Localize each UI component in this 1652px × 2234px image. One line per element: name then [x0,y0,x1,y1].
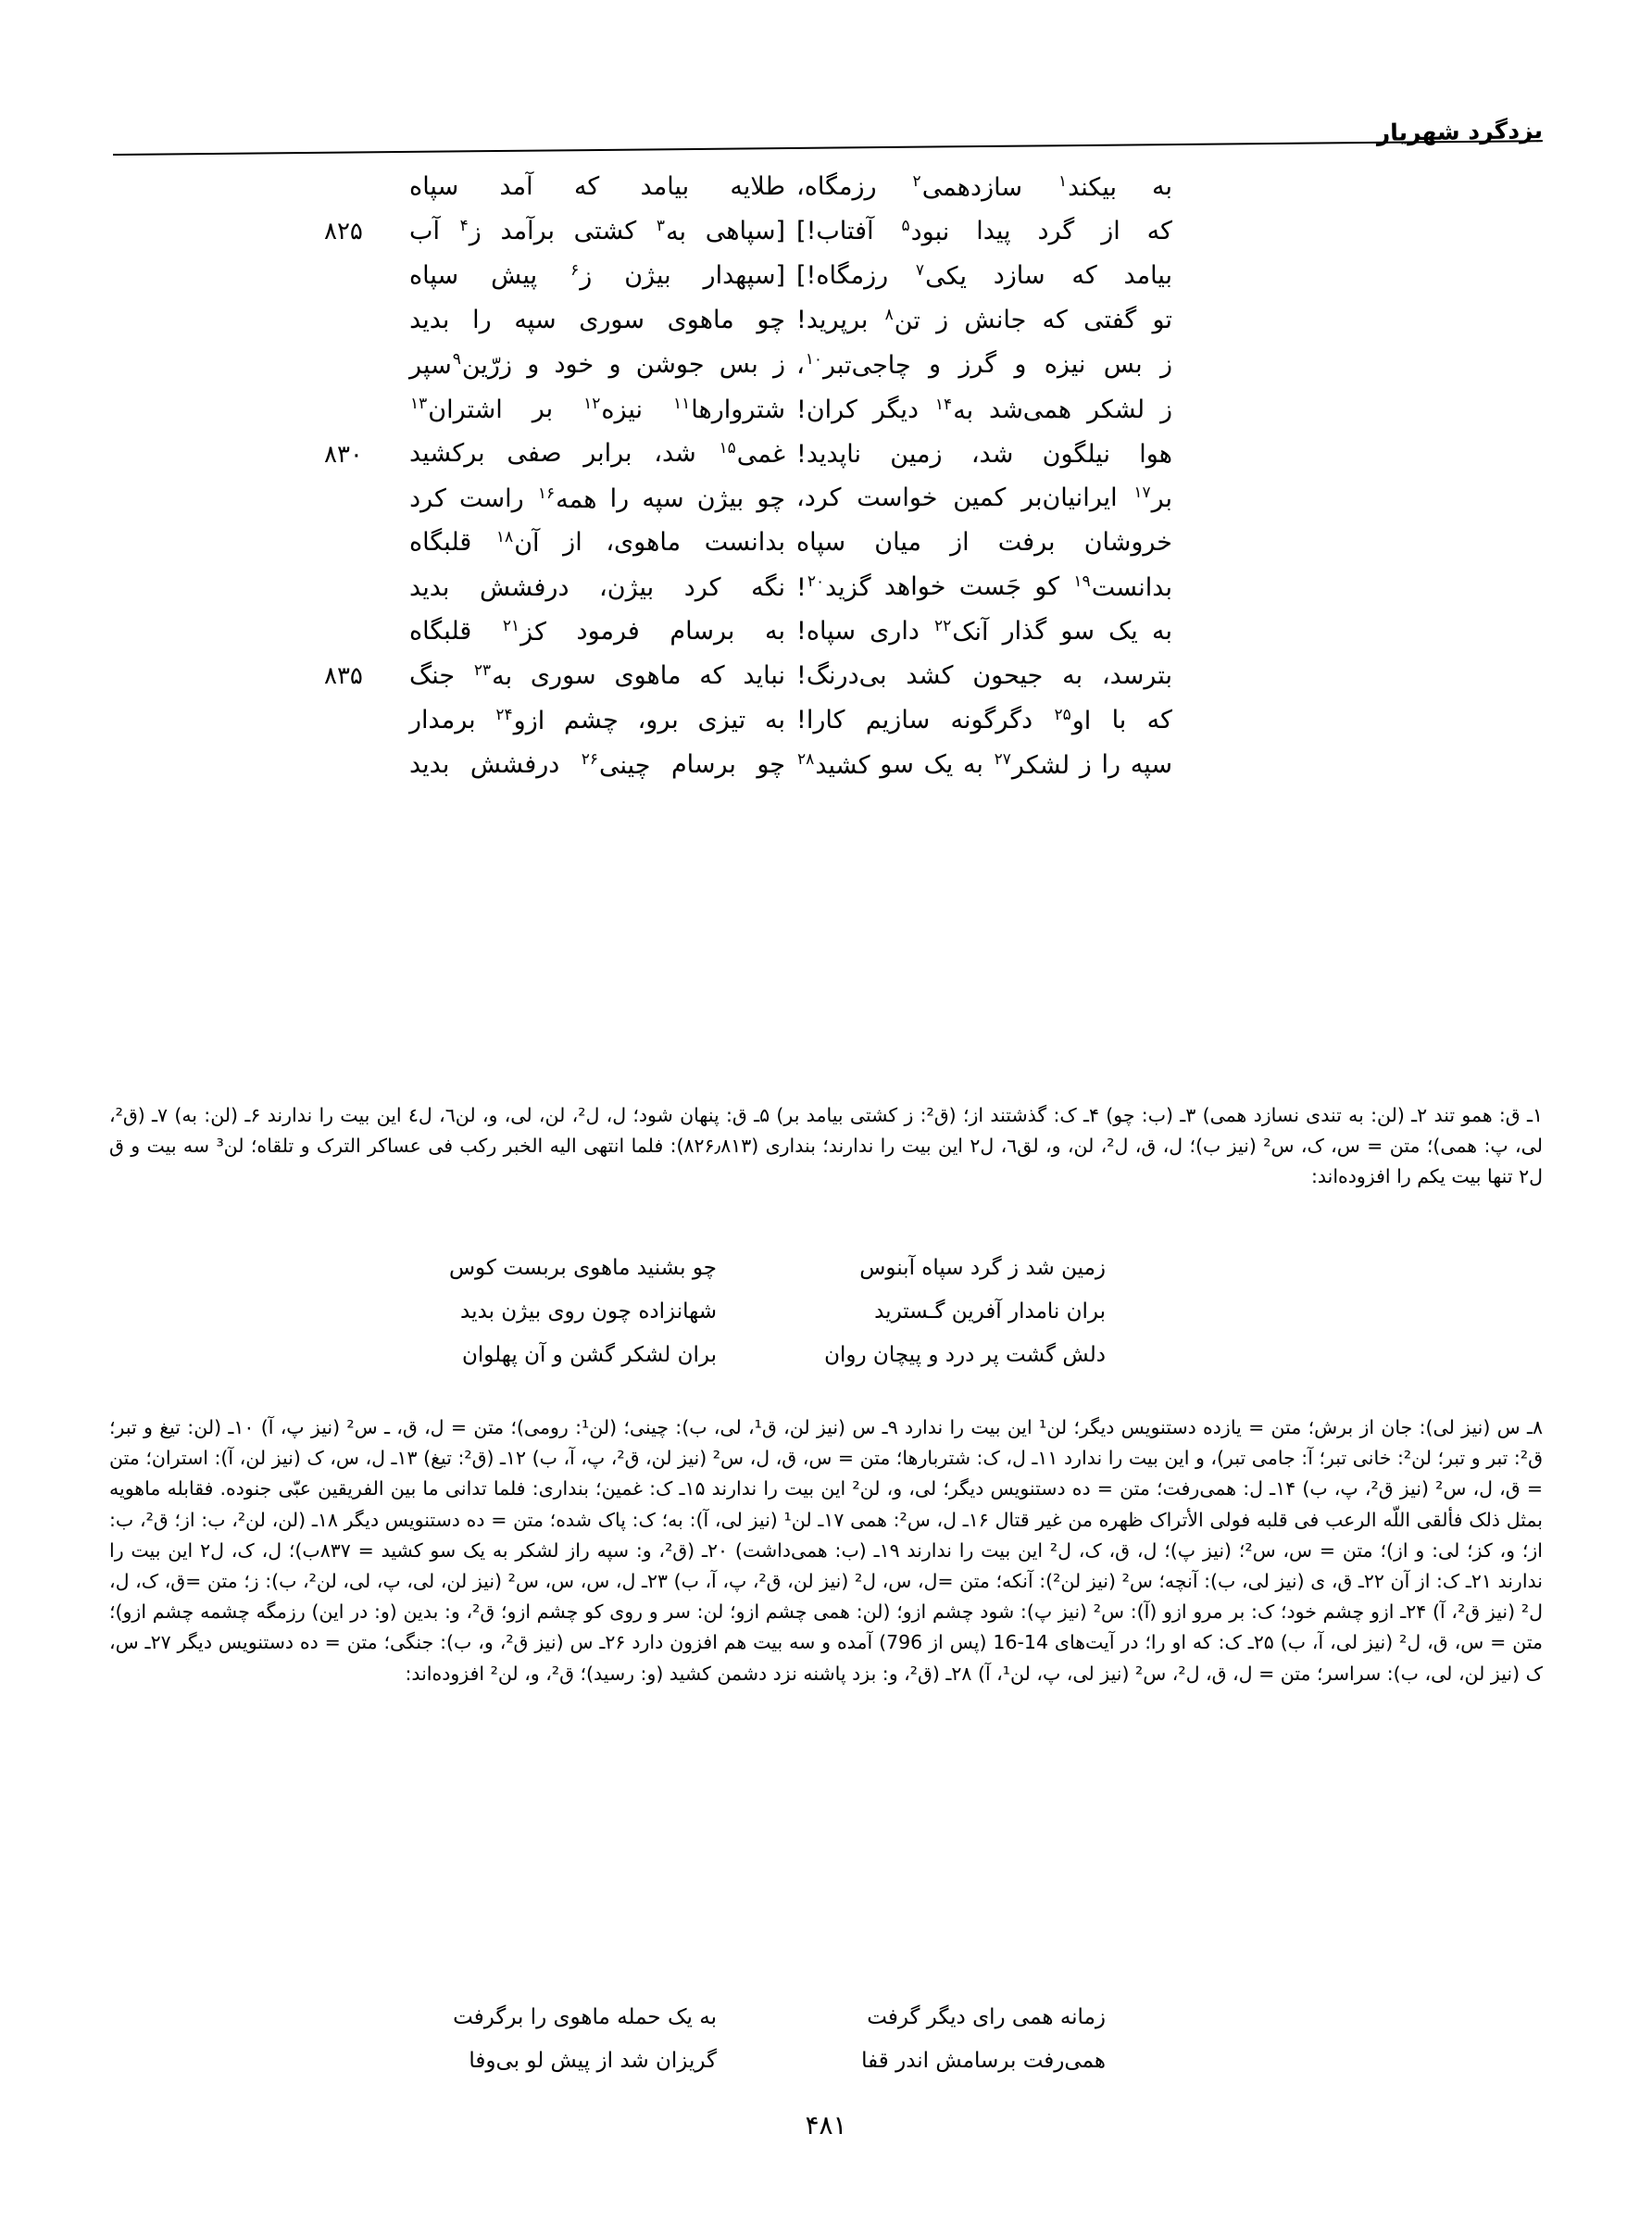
hemistich-right: به برسام فرمود کز$^{۲۱}$ قلبگاه [409,617,785,646]
apparatus-text: ۱ـ ق: همو تند ۲ـ (لن: به تندی نسازد همی) ۳ـ (ب: چو) ۴ـ ک: گذشتند از؛ (ق²: ز کشتی بیامد بر) ۵ـ ق: پنهان شود؛ ل، ل²، لن، لی، و، لن٦، ل٤ این بیت را ندارند ۶ـ (لن: به) ۷ـ (ق²، لی، پ: همی)؛ متن = س، ک، س² (نیز ب)؛ ل، ق، ل²، لن، و، لق٦، ل٢ این بیت را ندارند؛ بنداری (۸۲۶٫۸۱۳): فلما انتهی الیه الخبر رکب فی عساکر الترک و تلقاه؛ لن³ سه بیت و ق ل٢ تنها بیت یکم را افزوده‌اند: [109,1104,1544,1188]
quoted-hemistich-right: چو بشنید ماهوی بربست کوس [448,1256,717,1280]
quoted-verse-row [300,1343,1133,1387]
verse-number: ۸۲۵ [324,218,363,245]
hemistich-right: چو بیژن سپه را همه$^{۱۶}$ راست کرد [409,484,785,514]
verse-row [263,617,1189,661]
hemistich-left: سپه را ز لشکر$^{۲۷}$ به یک سو کشید$^{۲۸}$ [797,750,1172,780]
quoted-hemistich-right: بران لشکر گشن و آن پهلوان [462,1343,717,1367]
hemistich-left: ز بس نیزه و گرز و چاجی‌تبر$^{۱۰}$، [796,350,1172,380]
hemistich-right: [سپهدار بیژن ز$^۶$ پیش سپاه [409,261,785,291]
verse-row [263,528,1189,572]
hemistich-left: که از گرد پیدا نبود$^۵$ آفتاب!] [796,217,1172,246]
verse-row [263,572,1189,617]
quoted-verse-row [300,2049,1133,2092]
verse-row [263,483,1189,528]
quoted-hemistich-left: دلش گشت پر درد و پیچان روان [824,1343,1106,1367]
hemistich-right: نگه کرد بیژن، درفشش بدید [409,573,785,602]
verse-row [263,350,1189,395]
verse-row [263,439,1189,483]
hemistich-right: به تیزی برو، چشم ازو$^{۲۴}$ برمدار [409,706,785,735]
page-number: ۴۸۱ [805,2110,847,2140]
running-head-title: یزدگرد شهریار [1376,117,1543,146]
hemistich-right: ز بس جوشن و خود و زرّین$^۹$سپر [409,350,785,380]
quoted-verse-row [300,1299,1133,1343]
verse-block [263,172,1189,795]
quoted-hemistich-right: شهانزاده چون روی بیژن بدید [460,1299,717,1324]
verse-number: ۸۳۵ [324,662,363,690]
apparatus-text: ۸ـ س (نیز لی): جان از برش؛ متن = یازده دستنویس دیگر؛ لن¹ این بیت را ندارد ۹ـ س (نیز لن، ق¹، لی، ب): چینی؛ (لن¹: رومی)؛ متن = ل، ق، ـ س² (نیز پ، آ) ۱۰ـ (لن: تیغ و تبر؛ ق²: تبر و تبر؛ لن²: خانی تبر؛ آ: جامی تبر)، و این بیت را ندارد ۱۱ـ ل، ک: شتربارها؛ متن = س، ق، ل، س² (نیز لن، ق²، پ، آ، ب) ۱۲ـ (ق²: تیغ) ۱۳ـ ل، س، ک (نیز لن، آ): استران؛ متن = ق، ل، س² (نیز ق²، پ، ب) ۱۴ـ ل: همی‌رفت؛ متن = ده دستنویس دیگر؛ لی، و، لن² این بیت را ندارند ۱۵ـ ک: غمین؛ بنداری: فلما تدانی ما بین الفریقین عبّی جنوده. فقابله ماهویه بمثل ذلک فألقی اللّه الرعب فی قلبه فولی الأتراک ظهره من غیر قتال ۱۶ـ ل، س²: همی ۱۷ـ لن¹ (نیز لی، آ): به؛ ک: پاک شده؛ متن = ده دستنویس دیگر ۱۸ـ (لن، لن²، ب: از؛ ق²، ب: از؛ و، کز؛ لی: و از)؛ متن = س، س²؛ (نیز پ)؛ ل، ق، ک، ل² این بیت را ندارند ۱۹ـ (ب: همی‌داشت) ۲۰ـ (ق²، و: سپه راز لشکر به یک سو کشید = ۸۳۷ب)؛ ل، ک، ل٢ این بیت را ندارند ۲۱ـ ک: از آن ۲۲ـ ق، ی (نیز لی، ب): آنچه؛ س² (نیز لن²): آنکه؛ متن =ل، س، ل² (نیز لن، ق²، پ، آ، ب) ۲۳ـ ل، س، س، س² (نیز لن، لی، پ، لی، لن²، ب): ز؛ متن =ق، ک، ل، ل² (نیز ق²، آ) ۲۴ـ ازو چشم خود؛ ک: بر مرو ازو (آ): س² (نیز پ): شود چشم ازو؛ (لن: همی چشم ازو؛ لن: سر و روی کو چشم ازو؛ ق²، و: بدین (و: در این) رزمگه چشمه چشم ازو)؛ متن = س، ق، ل² (نیز لی، آ، ب) ۲۵ـ ک: که او را؛ در آیت‌های 14-16 (پس از 796) آمده و سه بیت هم افزون دارد ۲۶ـ س (نیز ق²، و، ب): جنگی؛ متن = ده دستنویس دیگر ۲۷ـ س، ک (نیز لن، لی، ب): سراسر؛ متن = ل، ق، ل²، س² (نیز لی، پ، لن¹، آ) ۲۸ـ (ق²، و: بزد پاشنه نزد دشمن کشید (و: رسید)؛ ق²، و، لن² افزوده‌اند: [109,1416,1544,1685]
hemistich-right: نباید که ماهوی سوری به$^{۲۳}$ جنگ [409,661,785,691]
hemistich-left: بیامد که سازد یکی$^۷$ رزمگاه!] [796,261,1172,291]
header-rule [113,140,1543,156]
hemistich-left: که با او$^{۲۵}$ دگرگونه سازیم کارا! [796,706,1172,735]
hemistich-right: چو ماهوی سوری سپه را بدید [409,306,785,334]
hemistich-right: بدانست ماهوی، از آن$^{۱۸}$ قلبگاه [409,528,785,558]
critical-apparatus-block-1 [109,1100,1543,1193]
hemistich-left: تو گفتی که جانش ز تن$^۸$ برپرید! [796,306,1172,335]
hemistich-left: به یک سو گذار آنک$^{۲۲}$ داری سپاه! [796,617,1172,646]
page-header [109,117,1543,172]
hemistich-left: به بیکند$^۱$ سازدهمی$^۲$ رزمگاه، [796,172,1172,202]
quoted-hemistich-left: همی‌رفت برسامش اندر قفا [861,2049,1106,2073]
verse-row [263,395,1189,439]
verse-number: ۸۳۰ [324,441,363,469]
verse-row [263,706,1189,750]
hemistich-right: چو برسام چینی$^{۲۶}$ درفشش بدید [409,750,785,780]
hemistich-right: غمی$^{۱۵}$ شد، برابر صفی برکشید [409,439,785,469]
hemistich-left: خروشان برفت از میان سپاه [796,528,1172,557]
verse-row [263,261,1189,306]
quoted-hemistich-right: به یک حمله ماهوی را برگرفت [453,2005,717,2029]
verse-row [263,172,1189,217]
quoted-verse-row [300,2005,1133,2049]
quoted-verse-block-2 [300,2005,1133,2092]
verse-row [263,750,1189,795]
hemistich-left: بترسد، به جیحون کشد بی‌درنگ! [796,661,1172,690]
quoted-hemistich-left: بران نامدار آفرین گـسترید [874,1299,1106,1324]
hemistich-left: ز لشکر همی‌شد به$^{۱۴}$ دیگر کران! [796,395,1172,425]
quoted-verse-row [300,1256,1133,1299]
quoted-hemistich-left: زمین شد ز گرد سپاه آبنوس [859,1256,1106,1280]
verse-row [263,661,1189,706]
hemistich-right: [سپاهی به$^۳$ کشتی برآمد ز$^۴$ آب [409,217,785,246]
hemistich-right: طلایه بیامد که آمد سپاه [409,172,785,201]
verse-row [263,217,1189,261]
hemistich-left: هوا نیلگون شد، زمین ناپدید! [796,440,1172,469]
critical-apparatus-block-2 [109,1412,1543,1689]
quoted-hemistich-left: زمانه همی رای دیگر گرفت [867,2005,1106,2029]
hemistich-left: بر$^{۱۷}$ ایرانیان‌بر کمین خواست کرد، [796,483,1172,513]
hemistich-right: شتروارها$^{۱۱}$ نیزه$^{۱۲}$ بر اشتران$^{۱۳}$ [410,395,785,424]
verse-row [263,306,1189,350]
quoted-verse-block-1 [300,1256,1133,1387]
quoted-hemistich-right: گریزان شد از پیش لو بی‌وفا [469,2049,717,2073]
hemistich-left: بدانست$^{۱۹}$ کو جَست خواهد گزید$^{۲۰}$! [796,572,1172,602]
